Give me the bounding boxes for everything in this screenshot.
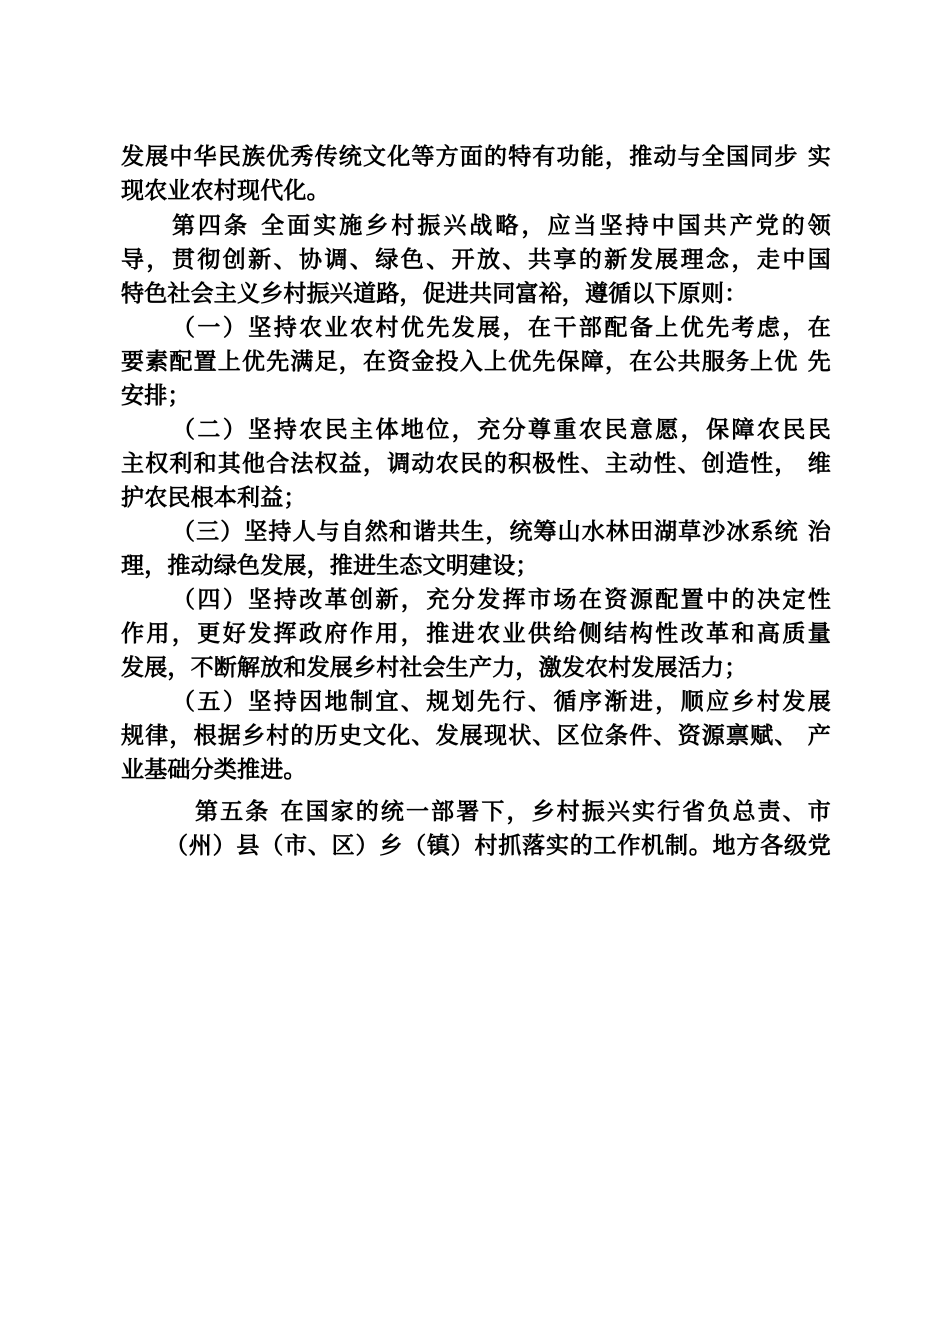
text-line: 现农业农村现代化。 [121, 178, 330, 204]
text-line: 规律，根据乡村的历史文化、发展现状、区位条件、资源禀赋、 产 [121, 723, 831, 749]
text-line: 发展，不断解放和发展乡村社会生产力，激发农村发展活力； [121, 655, 748, 681]
principle-4-line: （四）坚持改革创新，充分发挥市场在资源配置中的决定性 [172, 587, 831, 613]
text-line: 理，推动绿色发展，推进生态文明建设； [121, 553, 539, 579]
text-line: 发展中华民族优秀传统文化等方面的特有功能，推动与全国同步 实 [121, 144, 831, 170]
article-5-heading-line: 第五条 在国家的统一部署下，乡村振兴实行省负总责、市 [195, 799, 831, 825]
principle-2-line: （二）坚持农民主体地位，充分尊重农民意愿，保障农民民 [172, 417, 831, 443]
text-line: 作用，更好发挥政府作用，推进农业供给侧结构性改革和高质量 [121, 621, 831, 647]
text-line: 护农民根本利益； [121, 485, 307, 511]
principle-3-line: （三）坚持人与自然和谐共生，统筹山水林田湖草沙冰系统 治 [172, 519, 831, 545]
text-line: （州）县（市、区）乡（镇）村抓落实的工作机制。地方各级党 [165, 833, 831, 859]
principle-5-line: （五）坚持因地制宜、规划先行、循序渐进，顺应乡村发展 [172, 689, 831, 715]
principle-1-line: （一）坚持农业农村优先发展，在干部配备上优先考虑，在 [172, 315, 831, 341]
text-line: 导，贯彻创新、协调、绿色、开放、共享的新发展理念，走中国 [121, 247, 831, 273]
text-line: 特色社会主义乡村振兴道路，促进共同富裕，遵循以下原则： [121, 281, 748, 307]
text-line: 业基础分类推进。 [121, 757, 307, 783]
text-line: 要素配置上优先满足，在资金投入上优先保障，在公共服务上优 先 [121, 349, 831, 375]
text-line: 主权利和其他合法权益，调动农民的积极性、主动性、创造性， 维 [121, 451, 831, 477]
text-line: 安排； [121, 383, 191, 409]
article-4-heading-line: 第四条 全面实施乡村振兴战略，应当坚持中国共产党的领 [172, 213, 831, 239]
